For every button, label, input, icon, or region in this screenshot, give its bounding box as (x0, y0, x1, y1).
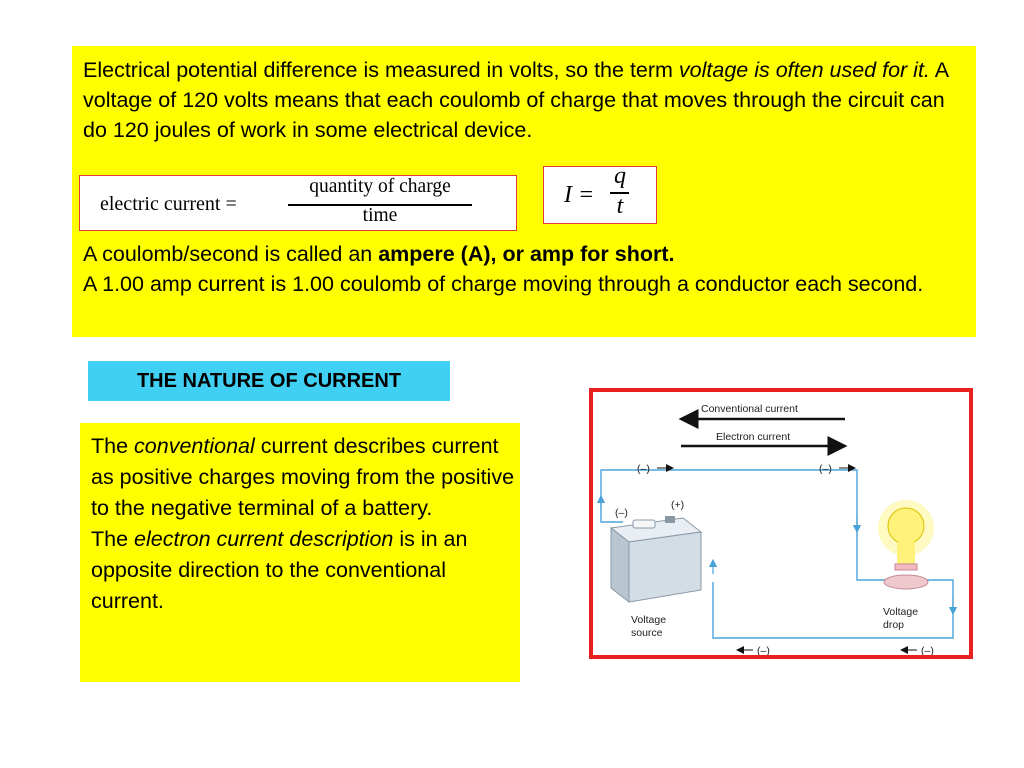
current-formula-words (79, 175, 517, 231)
circuit-diagram-svg (593, 392, 969, 655)
formula-symbols-lhs: I = (564, 182, 595, 208)
voltage-drop-label-1: Voltage (883, 606, 919, 618)
voltage-text-italic: voltage is often used for it. (678, 58, 930, 82)
voltage-source-label-2: source (631, 627, 663, 639)
nature-paragraph (91, 431, 516, 617)
section-heading: THE NATURE OF CURRENT (136, 370, 402, 392)
ampere-text-1: A coulomb/second is called an (83, 242, 379, 266)
formula-words-lhs: electric current = (100, 193, 237, 215)
current-formula-symbols (543, 163, 657, 224)
electron-marker-top-right: (–) (819, 463, 832, 475)
voltage-text-2: A voltage of 120 volts means that each coulomb of charge that moves through the circuit can do 120 joules of work in some electrical device. (83, 58, 948, 142)
electron-marker-bottom-left: (–) (757, 645, 770, 655)
nature-text-italic-1: conventional (134, 434, 255, 458)
electron-marker-bottom-right: (–) (921, 645, 934, 655)
conventional-current-label: Conventional current (701, 403, 798, 415)
nature-text-italic-2: electron current description (134, 527, 394, 551)
battery-positive-label: (+) (671, 499, 685, 511)
voltage-drop-label-2: drop (883, 619, 905, 631)
light-bulb-icon (878, 500, 934, 589)
ampere-paragraph (83, 239, 973, 299)
nature-text-4: is in an opposite direction to the conventional current. (91, 527, 468, 613)
nature-info-panel (80, 423, 520, 682)
nature-text-3: The (91, 527, 135, 551)
electron-current-label: Electron current (716, 431, 791, 443)
battery-negative-label: (–) (615, 507, 628, 519)
voltage-source-label-1: Voltage (631, 614, 667, 626)
formula-symbols-numerator: q (614, 163, 626, 189)
voltage-text-1: Electrical potential difference is measured in volts, so the term (83, 58, 679, 82)
ampere-text-2: A 1.00 amp current is 1.00 coulomb of charge moving through a conductor each second. (83, 272, 924, 296)
battery-icon (611, 516, 701, 602)
ampere-text-bold: ampere (A), or amp for short. (378, 242, 675, 266)
formula-symbols-denominator: t (616, 193, 624, 219)
voltage-info-panel (72, 46, 976, 337)
nature-text-2: current describes current as positive charges moving from the positive to the negative terminal of a battery. (91, 434, 515, 520)
formula-words-denominator: time (362, 205, 398, 226)
circuit-diagram (589, 388, 973, 659)
section-heading-box (88, 361, 450, 401)
formula-words-numerator: quantity of charge (309, 176, 451, 197)
nature-text-1: The (91, 434, 135, 458)
electron-marker-top-left: (–) (637, 463, 650, 475)
voltage-paragraph (83, 55, 973, 145)
